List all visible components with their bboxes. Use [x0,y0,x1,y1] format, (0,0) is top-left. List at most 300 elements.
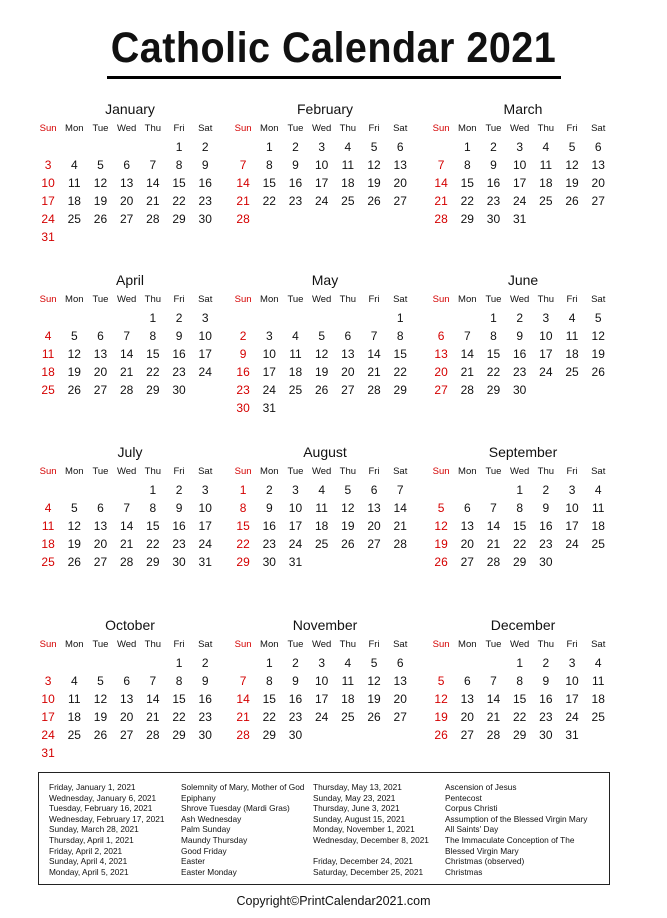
day-cell: 31 [41,746,55,760]
weekday-header: Wed [509,294,530,305]
holiday-name: The Immaculate Conception of The [445,834,575,845]
day-cell: 31 [41,230,55,244]
day-cell: 8 [149,501,157,515]
month-name: June [507,272,539,288]
day-cell: 23 [172,537,186,551]
day-cell: 7 [490,674,497,688]
day-cell: 1 [265,656,273,670]
weekday-header: Thu [144,466,162,477]
day-cell: 4 [44,329,52,343]
holiday-date: Wednesday, February 17, 2021 [49,813,165,824]
day-cell: 8 [516,674,523,688]
day-cell: 18 [565,347,579,361]
day-cell: 30 [198,728,212,742]
day-cell: 9 [175,501,183,515]
day-cell: 9 [490,158,497,172]
holiday-name: Christmas [445,866,483,877]
day-cell: 30 [539,728,553,742]
day-cell: 8 [239,501,247,515]
day-cell: 29 [236,555,250,569]
day-cell: 17 [314,692,329,706]
weekday-header: Mon [65,294,84,305]
day-cell: 3 [318,140,325,154]
weekday-header: Thu [144,123,162,134]
day-cell: 7 [370,329,378,343]
day-cell: 9 [239,347,247,361]
day-cell: 17 [41,194,55,208]
day-cell: 2 [490,140,497,154]
day-cell: 1 [490,311,497,325]
day-cell: 31 [198,555,212,569]
day-cell: 27 [341,383,355,397]
weekday-header: Tue [92,639,109,650]
day-cell: 6 [123,674,130,688]
day-cell: 21 [146,194,160,208]
day-cell: 16 [172,519,186,533]
day-cell: 29 [172,728,186,742]
day-cell: 13 [460,692,474,706]
day-cell: 7 [396,483,404,497]
holiday-date: Sunday, August 15, 2021 [313,813,406,824]
weekday-header: Mon [65,639,84,650]
weekday-header: Fri [368,466,380,477]
holiday-name: Palm Sunday [181,824,231,835]
day-cell: 18 [41,365,55,379]
day-cell: 11 [341,158,355,172]
day-cell: 2 [201,140,209,154]
day-cell: 15 [262,176,276,190]
month-name: July [117,444,143,460]
day-cell: 16 [172,347,186,361]
weekday-header: Wed [311,639,332,650]
day-cell: 14 [486,692,501,706]
day-grid [230,636,420,744]
day-cell: 23 [198,710,212,724]
empty-cell [114,481,140,499]
weekday-header: Tue [92,294,109,305]
day-cell: 5 [437,501,445,515]
day-cell: 22 [146,365,160,379]
day-cell: 24 [539,365,553,379]
empty-cell [361,309,387,327]
weekday-header: Sat [198,123,213,134]
day-grid [428,120,618,228]
empty-cell [140,654,166,672]
weekday-header: Sun [432,294,450,305]
day-cell: 12 [434,519,448,533]
day-cell: 2 [292,140,299,154]
day-cell: 5 [318,329,325,343]
day-cell: 28 [367,383,381,397]
day-cell: 29 [172,212,186,226]
weekday-header: Tue [485,123,502,134]
day-cell: 10 [565,674,579,688]
day-cell: 20 [119,194,134,208]
day-cell: 1 [149,483,157,497]
day-cell: 11 [341,674,355,688]
month-may [230,271,420,417]
holiday-date: Sunday, April 4, 2021 [49,856,128,867]
weekday-header: Mon [260,639,279,650]
day-cell: 22 [512,537,527,551]
day-cell: 15 [146,519,160,533]
day-cell: 6 [370,483,378,497]
day-cell: 24 [262,383,276,397]
weekday-header: Wed [311,123,332,134]
day-cell: 22 [172,194,186,208]
weekday-header: Fri [173,466,185,477]
day-cell: 17 [314,176,329,190]
day-cell: 24 [565,710,579,724]
day-cell: 20 [393,692,407,706]
day-cell: 10 [314,158,329,172]
day-cell: 8 [463,158,471,172]
day-cell: 29 [486,383,501,397]
day-cell: 4 [344,656,352,670]
day-cell: 13 [460,519,474,533]
day-cell: 4 [542,140,550,154]
day-cell: 20 [434,365,448,379]
day-cell: 28 [393,537,407,551]
holiday-date: Monday, April 5, 2021 [49,866,129,877]
empty-cell [35,138,61,156]
day-cell: 3 [516,140,523,154]
holiday-name: Easter Monday [181,866,237,877]
day-cell: 16 [236,365,250,379]
day-cell: 25 [67,728,81,742]
day-cell: 10 [198,329,212,343]
weekday-header: Tue [485,639,502,650]
day-cell: 24 [314,710,329,724]
weekday-header: Thu [339,639,357,650]
weekday-header: Tue [485,466,502,477]
day-cell: 12 [591,329,605,343]
day-cell: 3 [292,483,299,497]
day-cell: 30 [539,555,553,569]
day-cell: 11 [565,329,579,343]
day-cell: 27 [93,383,108,397]
day-cell: 17 [198,347,212,361]
day-cell: 17 [198,519,212,533]
day-cell: 5 [594,311,602,325]
day-cell: 1 [239,483,247,497]
month-june [428,271,618,399]
day-cell: 6 [344,329,352,343]
holiday-name: Blessed Virgin Mary [445,845,519,856]
day-cell: 19 [93,710,108,724]
holiday-date: Thursday, May 13, 2021 [313,782,402,792]
title-underline [107,76,561,79]
day-cell: 15 [236,519,250,533]
day-cell: 25 [591,710,605,724]
day-cell: 7 [239,674,247,688]
empty-cell [87,654,113,672]
day-cell: 22 [146,537,160,551]
day-cell: 16 [198,176,212,190]
day-cell: 24 [198,537,212,551]
empty-cell [454,309,480,327]
empty-cell [256,309,282,327]
day-cell: 5 [70,501,78,515]
empty-cell [428,309,454,327]
day-cell: 21 [236,710,250,724]
day-cell: 21 [236,194,250,208]
day-cell: 2 [175,311,183,325]
day-cell: 16 [288,176,303,190]
day-cell: 26 [314,383,329,397]
month-july [35,443,225,571]
weekday-header: Thu [339,466,357,477]
day-cell: 17 [288,519,303,533]
holiday-name: Ash Wednesday [181,813,242,824]
holiday-date: Thursday, June 3, 2021 [313,803,400,814]
day-cell: 28 [236,728,250,742]
day-cell: 18 [314,519,329,533]
day-cell: 31 [262,401,276,415]
weekday-header: Fri [566,466,578,477]
day-cell: 12 [341,501,355,515]
weekday-header: Sun [234,294,252,305]
day-cell: 12 [434,692,448,706]
holiday-date: Sunday, May 23, 2021 [313,792,396,803]
day-cell: 15 [512,692,527,706]
day-cell: 19 [367,176,381,190]
day-cell: 20 [367,519,381,533]
day-cell: 26 [367,194,381,208]
weekday-header: Sun [234,123,252,134]
day-cell: 23 [172,365,186,379]
empty-cell [114,309,140,327]
day-cell: 4 [44,501,52,515]
day-cell: 18 [288,365,303,379]
weekday-header: Wed [311,294,332,305]
day-cell: 9 [201,158,209,172]
month-name: October [105,617,155,633]
day-cell: 19 [434,537,448,551]
weekday-header: Fri [566,639,578,650]
copyright-text: Copyright©PrintCalendar2021.com [236,894,431,908]
month-name: January [105,101,155,117]
empty-cell [480,481,506,499]
day-cell: 3 [44,674,52,688]
weekday-header: Mon [65,466,84,477]
day-cell: 17 [565,519,579,533]
weekday-header: Tue [287,466,304,477]
day-grid [428,291,618,399]
weekday-header: Sun [39,123,57,134]
day-cell: 12 [367,674,381,688]
holiday-name: Assumption of the Blessed Virgin Mary [445,813,588,824]
day-cell: 29 [146,555,160,569]
day-cell: 4 [344,140,352,154]
day-cell: 24 [41,728,55,742]
empty-cell [114,654,140,672]
day-cell: 4 [318,483,325,497]
day-cell: 29 [146,383,160,397]
day-cell: 14 [236,692,250,706]
day-grid [35,463,225,571]
empty-cell [282,309,308,327]
day-cell: 30 [236,401,250,415]
weekday-header: Sat [198,466,213,477]
day-cell: 28 [236,212,250,226]
day-cell: 5 [370,140,378,154]
day-cell: 5 [70,329,78,343]
holiday-date: Friday, January 1, 2021 [49,782,136,792]
weekday-header: Mon [458,639,477,650]
weekday-header: Sat [393,639,408,650]
day-cell: 18 [341,692,355,706]
day-grid [230,120,420,228]
day-cell: 21 [393,519,407,533]
day-cell: 1 [175,656,183,670]
day-cell: 25 [341,194,355,208]
day-cell: 31 [288,555,303,569]
holiday-name: Shrove Tuesday (Mardi Gras) [181,803,290,814]
holiday-date: Friday, April 2, 2021 [49,845,123,856]
day-cell: 11 [41,519,55,533]
weekday-header: Tue [92,123,109,134]
day-cell: 26 [434,728,448,742]
day-cell: 19 [591,347,605,361]
day-cell: 28 [460,383,474,397]
day-cell: 15 [486,347,501,361]
holiday-date: Wednesday, December 8, 2021 [313,834,429,845]
day-cell: 17 [262,365,276,379]
day-cell: 7 [123,329,130,343]
day-cell: 13 [119,692,134,706]
day-cell: 20 [393,176,407,190]
day-cell: 6 [594,140,602,154]
month-december [428,616,618,744]
day-cell: 2 [516,311,523,325]
day-cell: 30 [198,212,212,226]
weekday-header: Mon [458,123,477,134]
day-cell: 1 [265,140,273,154]
weekday-header: Sat [393,466,408,477]
day-cell: 6 [97,501,104,515]
day-cell: 7 [437,158,445,172]
month-name: March [503,101,543,117]
day-cell: 10 [41,692,55,706]
day-cell: 7 [123,501,130,515]
day-cell: 10 [262,347,276,361]
day-cell: 26 [93,212,108,226]
day-cell: 10 [512,158,527,172]
day-cell: 2 [292,656,299,670]
weekday-header: Sun [432,123,450,134]
day-cell: 8 [175,158,183,172]
day-cell: 5 [437,674,445,688]
day-cell: 21 [119,537,134,551]
weekday-header: Thu [537,639,555,650]
month-november [230,616,420,744]
day-cell: 10 [288,501,303,515]
day-cell: 22 [486,365,501,379]
month-name: August [303,444,347,460]
weekday-header: Thu [144,294,162,305]
day-cell: 25 [288,383,303,397]
weekday-header: Wed [509,466,530,477]
day-cell: 1 [463,140,471,154]
day-cell: 15 [146,347,160,361]
empty-cell [480,654,506,672]
day-cell: 1 [149,311,157,325]
empty-cell [114,138,140,156]
weekday-header: Fri [566,123,578,134]
day-grid [428,636,618,744]
empty-cell [35,309,61,327]
weekday-header: Sat [591,466,606,477]
day-cell: 7 [149,158,157,172]
day-cell: 13 [341,347,355,361]
day-cell: 8 [265,674,273,688]
day-cell: 19 [67,365,81,379]
day-cell: 14 [486,519,501,533]
empty-cell [61,654,87,672]
day-cell: 9 [292,674,299,688]
day-cell: 8 [490,329,497,343]
day-cell: 28 [434,212,448,226]
holiday-list [38,772,610,885]
day-cell: 25 [565,365,579,379]
day-cell: 3 [542,311,550,325]
empty-cell [140,138,166,156]
empty-cell [454,654,480,672]
day-cell: 2 [201,656,209,670]
weekday-header: Tue [92,466,109,477]
day-cell: 1 [516,483,523,497]
empty-cell [61,309,87,327]
day-cell: 3 [318,656,325,670]
day-cell: 7 [490,501,497,515]
day-cell: 1 [175,140,183,154]
day-cell: 30 [262,555,276,569]
day-cell: 27 [119,728,134,742]
day-cell: 29 [512,555,527,569]
weekday-header: Mon [260,466,279,477]
day-cell: 15 [172,692,186,706]
day-cell: 19 [93,194,108,208]
day-cell: 19 [434,710,448,724]
day-cell: 25 [314,537,329,551]
day-cell: 5 [97,158,104,172]
day-cell: 12 [67,347,81,361]
empty-cell [335,309,361,327]
holiday-name: Pentecost [445,792,482,803]
day-cell: 5 [568,140,576,154]
weekday-header: Mon [260,294,279,305]
day-cell: 4 [70,674,78,688]
day-cell: 14 [119,347,134,361]
day-cell: 28 [146,212,160,226]
day-cell: 29 [512,728,527,742]
weekday-header: Sat [393,123,408,134]
day-cell: 14 [393,501,407,515]
day-cell: 4 [594,656,602,670]
day-cell: 31 [565,728,579,742]
day-cell: 11 [315,501,328,515]
weekday-header: Fri [368,639,380,650]
month-name: December [490,617,556,633]
day-cell: 20 [460,537,474,551]
day-cell: 27 [460,728,474,742]
day-cell: 17 [41,710,55,724]
day-cell: 20 [93,365,108,379]
day-cell: 13 [591,158,605,172]
day-cell: 23 [539,710,553,724]
day-cell: 29 [393,383,407,397]
